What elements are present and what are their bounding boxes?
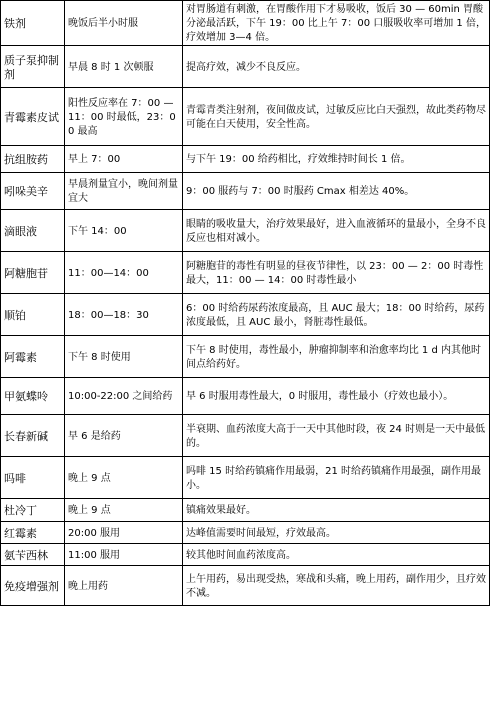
drug-name-cell: 氨苄西林 <box>1 544 65 566</box>
dosing-time-cell: 11：00—14：00 <box>65 252 183 294</box>
table-row <box>1 46 490 88</box>
table-row <box>1 415 490 457</box>
effect-note-cell: 早 6 时服用毒性最大，0 时服用，毒性最小（疗效也最小）。 <box>183 378 490 415</box>
drug-name-cell: 杜冷丁 <box>1 499 65 522</box>
effect-note-cell: 镇痛效果最好。 <box>183 499 490 522</box>
effect-note-cell: 阿糖胞苷的毒性有明显的昼夜节律性，以 23：00 — 2：00 时毒性最大，11：00 — 14：00 时毒性最小 <box>183 252 490 294</box>
drug-name-cell: 免疫增强剂 <box>1 566 65 606</box>
effect-note-cell: 眼睛的吸收量大，治疗效果最好，进入血液循环的量最小，全身不良反应也相对减小。 <box>183 210 490 252</box>
effect-note-cell: 吗啡 15 时给药镇痛作用最弱，21 时给药镇痛作用最强，副作用最小。 <box>183 457 490 499</box>
effect-note-cell: 下午 8 时使用，毒性最小，肿瘤抑制率和治愈率均比 1 d 内其他时间点给药好。 <box>183 336 490 378</box>
dosing-time-cell: 20:00 服用 <box>65 522 183 544</box>
drug-name-cell: 铁剂 <box>1 1 65 46</box>
dosing-time-cell: 早晨剂量宜小，晚间剂量宜大 <box>65 173 183 210</box>
drug-name-cell: 顺铂 <box>1 294 65 336</box>
dosing-time-cell: 下午 14：00 <box>65 210 183 252</box>
dosing-time-cell: 早晨 8 时 1 次顿服 <box>65 46 183 88</box>
table-row <box>1 499 490 522</box>
effect-note-cell: 半衰期、血药浓度大高于一天中其他时段，夜 24 时则是一天中最低的。 <box>183 415 490 457</box>
effect-note-cell: 提高疗效，减少不良反应。 <box>183 46 490 88</box>
effect-note-cell: 上午用药，易出现受热，寒战和头痛，晚上用药，副作用少，且疗效不减。 <box>183 566 490 606</box>
effect-note-cell: 6：00 时给药尿药浓度最高，且 AUC 最大；18：00 时给药，尿药浓度最低，且 AUC 最小，肾脏毒性最低。 <box>183 294 490 336</box>
dosing-time-cell: 晚上 9 点 <box>65 457 183 499</box>
drug-name-cell: 红霉素 <box>1 522 65 544</box>
dosing-time-cell: 10:00-22:00 之间给药 <box>65 378 183 415</box>
dosing-time-cell: 早 6 是给药 <box>65 415 183 457</box>
drug-name-cell: 甲氨蝶呤 <box>1 378 65 415</box>
table-row <box>1 88 490 146</box>
dosing-time-cell: 下午 8 时使用 <box>65 336 183 378</box>
table-row <box>1 1 490 46</box>
drug-name-cell: 吲哚美辛 <box>1 173 65 210</box>
table-row <box>1 146 490 173</box>
drug-name-cell: 滴眼液 <box>1 210 65 252</box>
table-row <box>1 544 490 566</box>
drug-name-cell: 阿糖胞苷 <box>1 252 65 294</box>
table-row <box>1 210 490 252</box>
table-row <box>1 566 490 606</box>
drug-name-cell: 质子泵抑制剂 <box>1 46 65 88</box>
drug-name-cell: 吗啡 <box>1 457 65 499</box>
drug-name-cell: 抗组胺药 <box>1 146 65 173</box>
dosing-time-cell: 晚上用药 <box>65 566 183 606</box>
effect-note-cell: 9：00 服药与 7：00 时服药 Cmax 相差达 40%。 <box>183 173 490 210</box>
table-row <box>1 457 490 499</box>
table-row <box>1 336 490 378</box>
effect-note-cell: 较其他时间血药浓度高。 <box>183 544 490 566</box>
dosing-time-cell: 阳性反应率在 7：00 — 11：00 时最低，23：00 最高 <box>65 88 183 146</box>
drug-name-cell: 青霉素皮试 <box>1 88 65 146</box>
effect-note-cell: 达峰值需要时间最短，疗效最高。 <box>183 522 490 544</box>
effect-note-cell: 与下午 19：00 给药相比，疗效维持时间长 1 倍。 <box>183 146 490 173</box>
dosing-time-cell: 晚饭后半小时服 <box>65 1 183 46</box>
table-row <box>1 294 490 336</box>
effect-note-cell: 对胃肠道有刺激，在胃酸作用下才易吸收，饭后 30 — 60min 胃酸分泌最活跃，下午 19：00 比上午 7：00 口服吸收率可增加 1 倍，疗效增加 3—4 倍。 <box>183 1 490 46</box>
dosing-time-cell: 早上 7：00 <box>65 146 183 173</box>
table-row <box>1 378 490 415</box>
drug-name-cell: 阿霉素 <box>1 336 65 378</box>
dosing-time-cell: 18：00—18：30 <box>65 294 183 336</box>
table-row <box>1 173 490 210</box>
effect-note-cell: 青霉青类注射剂，夜间做皮试，过敏反应比白天强烈，故此类药物尽可能在白天使用，安全性高。 <box>183 88 490 146</box>
table-row <box>1 522 490 544</box>
drug-name-cell: 长春新碱 <box>1 415 65 457</box>
table-row <box>1 252 490 294</box>
table-body <box>1 1 490 606</box>
dosing-time-cell: 11:00 服用 <box>65 544 183 566</box>
dosing-time-cell: 晚上 9 点 <box>65 499 183 522</box>
